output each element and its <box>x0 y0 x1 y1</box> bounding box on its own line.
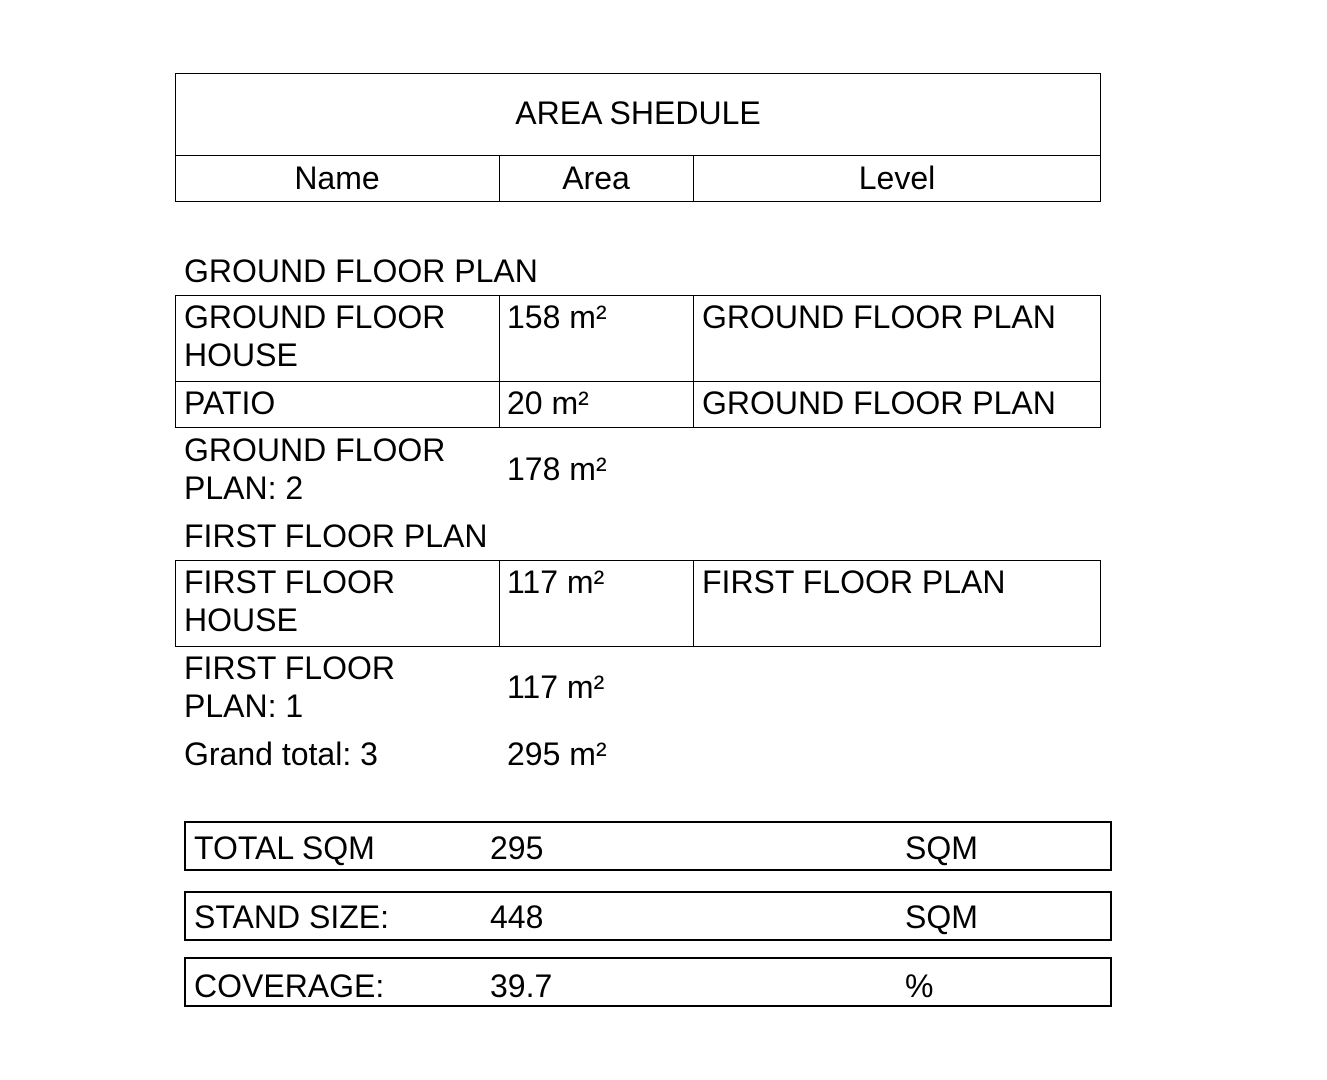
row-name-continued: HOUSE <box>184 602 298 638</box>
summary-unit: % <box>905 968 934 1004</box>
row-level: FIRST FLOOR PLAN <box>702 564 1006 600</box>
row-area: 20 m² <box>507 385 589 421</box>
subtotal-label-continued: PLAN: 2 <box>184 470 304 506</box>
row-area: 117 m² <box>507 564 605 600</box>
summary-stand-size <box>184 891 1112 941</box>
ground-row-divider <box>175 381 1101 382</box>
summary-label: COVERAGE: <box>194 968 385 1004</box>
row-name: PATIO <box>184 385 276 421</box>
row-name-continued: HOUSE <box>184 337 298 373</box>
schedule-title: AREA SHEDULE <box>515 95 761 131</box>
summary-label: TOTAL SQM <box>194 830 375 866</box>
subtotal-area: 178 m² <box>507 451 607 487</box>
row-level: GROUND FLOOR PLAN <box>702 299 1056 335</box>
subtotal-label-continued: PLAN: 1 <box>184 688 304 724</box>
header-divider <box>175 155 1101 156</box>
row-name: FIRST FLOOR <box>184 564 395 600</box>
ground-col-divider-2 <box>693 295 694 428</box>
grand-total-label: Grand total: 3 <box>184 736 378 772</box>
row-area: 158 m² <box>507 299 607 335</box>
summary-label: STAND SIZE: <box>194 899 389 935</box>
summary-value: 448 <box>490 899 544 935</box>
subtotal-label: GROUND FLOOR <box>184 432 446 468</box>
summary-unit: SQM <box>905 899 978 935</box>
group-label-first-floor: FIRST FLOOR PLAN <box>184 518 488 554</box>
summary-unit: SQM <box>905 830 978 866</box>
column-header-name: Name <box>294 160 380 196</box>
first-col-divider-1 <box>499 560 500 647</box>
column-header-level: Level <box>858 160 936 196</box>
group-label-ground-floor: GROUND FLOOR PLAN <box>184 253 538 289</box>
first-col-divider-2 <box>693 560 694 647</box>
subtotal-area: 117 m² <box>507 669 605 705</box>
row-name: GROUND FLOOR <box>184 299 446 335</box>
summary-coverage <box>184 957 1112 1007</box>
row-level: GROUND FLOOR PLAN <box>702 385 1056 421</box>
summary-value: 295 <box>490 830 544 866</box>
column-header-area: Area <box>562 160 630 196</box>
grand-total-area: 295 m² <box>507 736 607 772</box>
ground-col-divider-1 <box>499 295 500 428</box>
subtotal-label: FIRST FLOOR <box>184 650 395 686</box>
summary-total-sqm <box>184 821 1112 871</box>
summary-value: 39.7 <box>490 968 553 1004</box>
